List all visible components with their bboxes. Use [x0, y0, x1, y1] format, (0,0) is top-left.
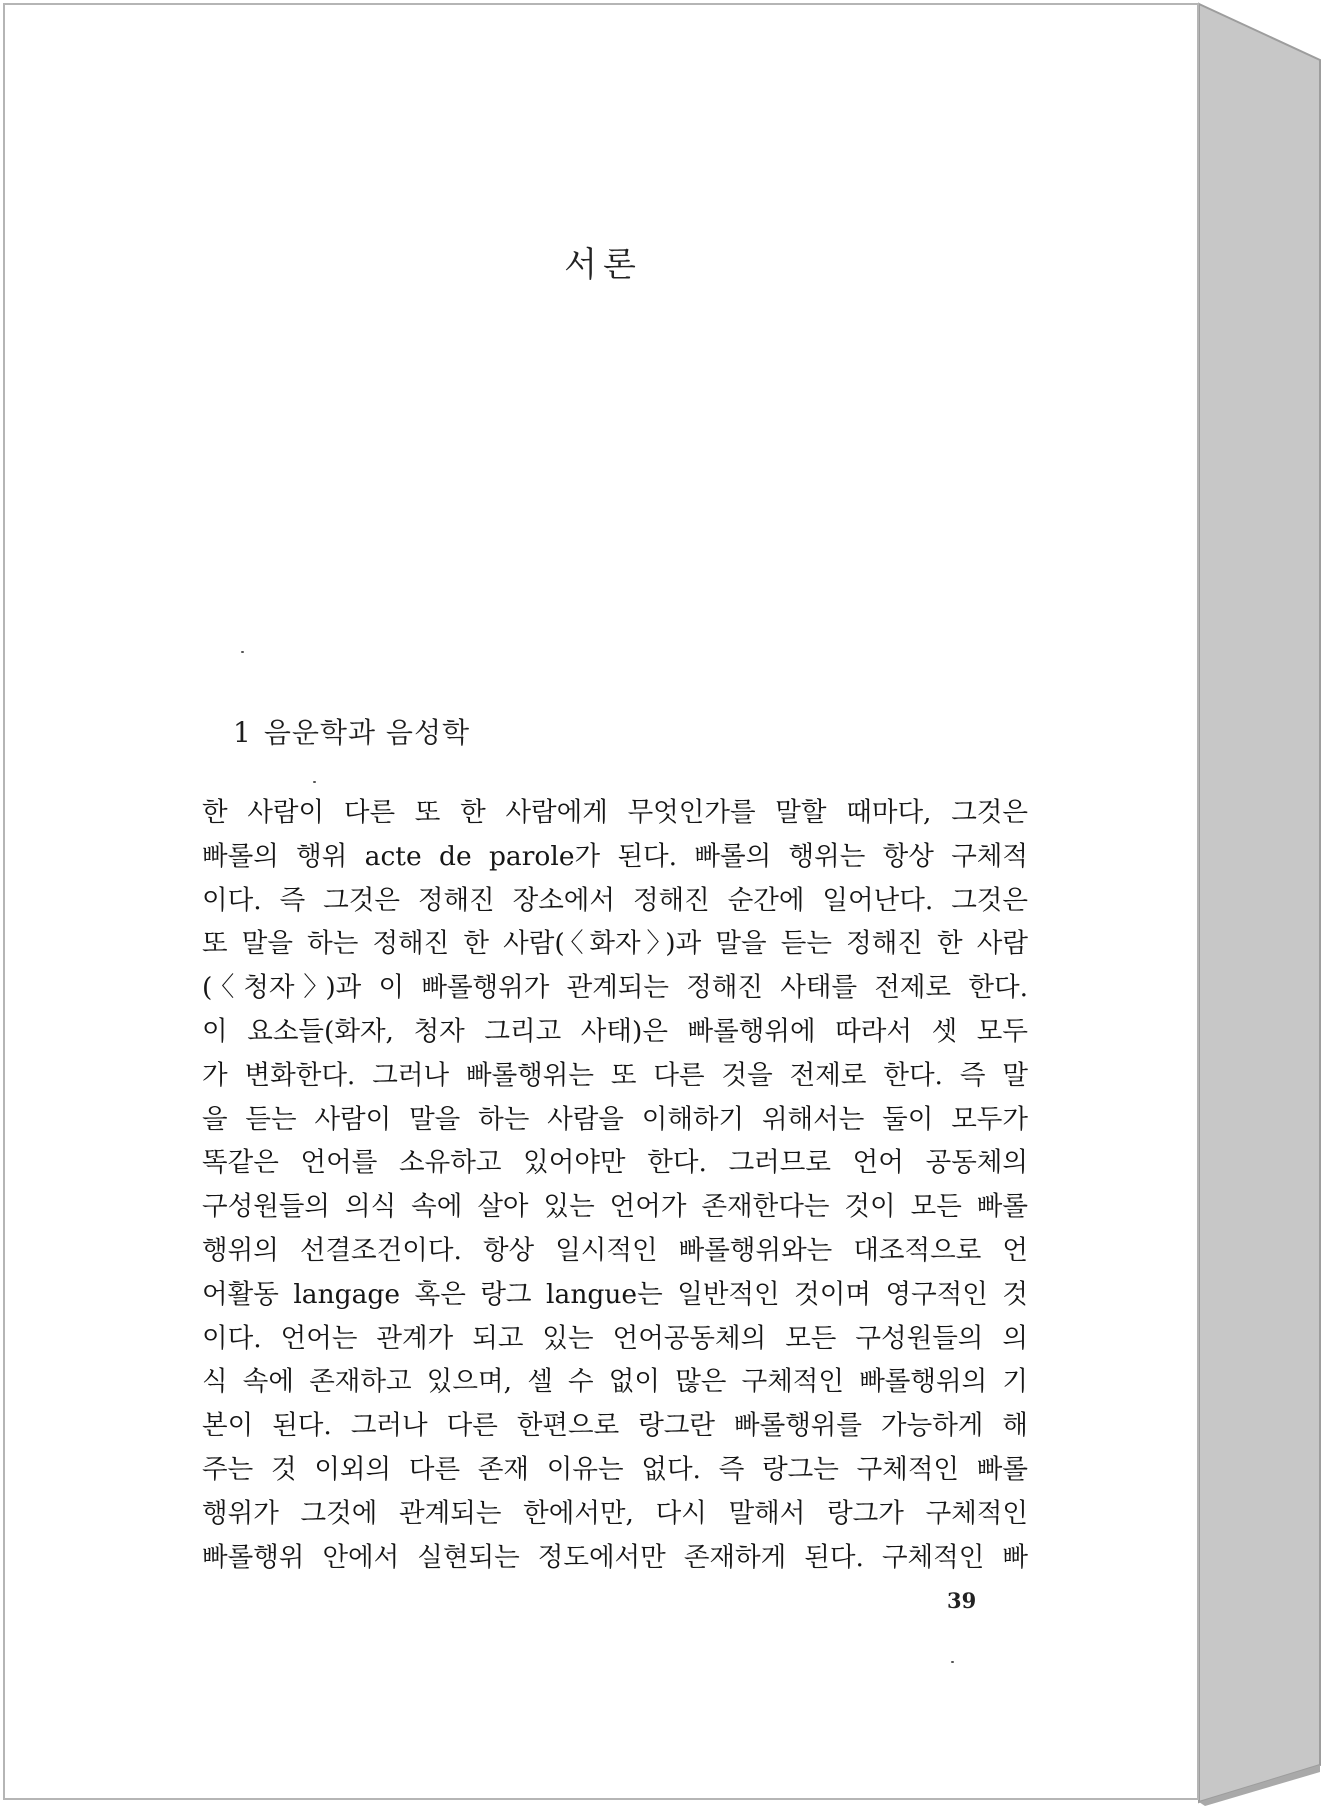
text-line: 구성원들의 의식 속에 살아 있는 언어가 존재한다는 것이 모든 빠롤: [202, 1191, 1028, 1223]
print-speck: [241, 651, 244, 653]
book-side-face: [1199, 4, 1320, 1802]
text-line: 빠롤의 행위 acte de parole가 된다. 빠롤의 행위는 항상 구체적: [202, 840, 1028, 872]
print-speck: [951, 1661, 954, 1663]
text-line: 이 요소들(화자, 청자 그리고 사태)은 빠롤행위에 따라서 셋 모두: [202, 1015, 1028, 1047]
text-line: 이다. 즉 그것은 정해진 장소에서 정해진 순간에 일어난다. 그것은: [202, 884, 1028, 916]
chapter-title: 서론: [564, 245, 642, 285]
text-line: 행위의 선결조건이다. 항상 일시적인 빠롤행위와는 대조적으로 언: [202, 1234, 1028, 1266]
text-line: 어활동 langage 혹은 랑그 langue는 일반적인 것이며 영구적인 것: [202, 1278, 1028, 1310]
text-line: 주는 것 이외의 다른 존재 이유는 없다. 즉 랑그는 구체적인 빠롤: [202, 1453, 1028, 1485]
text-line: 이다. 언어는 관계가 되고 있는 언어공동체의 모든 구성원들의 의: [202, 1322, 1028, 1354]
paragraph-body: [202, 791, 1028, 1579]
text-line: 빠롤행위 안에서 실현되는 정도에서만 존재하게 된다. 구체적인 빠: [202, 1541, 1028, 1573]
text-line: 식 속에 존재하고 있으며, 셀 수 없이 많은 구체적인 빠롤행위의 기: [202, 1366, 1028, 1398]
text-line: 또 말을 하는 정해진 한 사람(〈화자〉)과 말을 듣는 정해진 한 사람: [202, 928, 1028, 960]
section-title: 음운학과 음성학: [263, 716, 471, 749]
section-heading: [233, 711, 470, 751]
text-line: 을 듣는 사람이 말을 하는 사람을 이해하기 위해서는 둘이 모두가: [202, 1103, 1028, 1135]
text-line: 행위가 그것에 관계되는 한에서만, 다시 말해서 랑그가 구체적인: [202, 1497, 1028, 1529]
book-page: [3, 3, 1199, 1800]
text-line: (〈청자〉)과 이 빠롤행위가 관계되는 정해진 사태를 전제로 한다.: [202, 972, 1028, 1004]
text-line: 가 변화한다. 그러나 빠롤행위는 또 다른 것을 전제로 한다. 즉 말: [202, 1059, 1028, 1091]
text-line: 본이 된다. 그러나 다른 한편으로 랑그란 빠롤행위를 가능하게 해: [202, 1410, 1028, 1442]
print-speck: [313, 781, 316, 783]
text-line: 똑같은 언어를 소유하고 있어야만 한다. 그러므로 언어 공동체의: [202, 1147, 1028, 1179]
text-line: 한 사람이 다른 또 한 사람에게 무엇인가를 말할 때마다, 그것은: [202, 797, 1028, 828]
page-number: 39: [947, 1588, 977, 1613]
section-number: 1: [233, 716, 252, 749]
